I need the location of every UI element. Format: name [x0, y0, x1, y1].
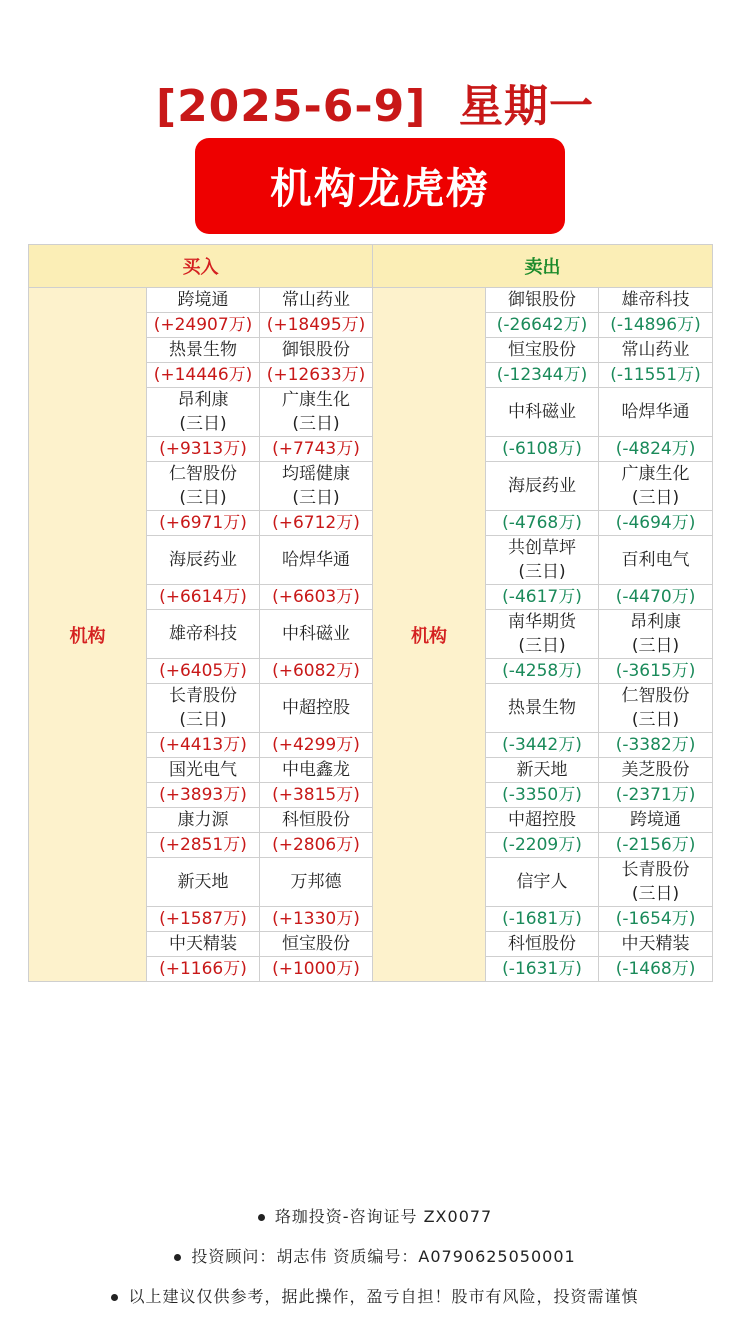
- stock-amount: (+6603万): [272, 587, 360, 607]
- footer-text-2: 投资顾问：胡志伟 资质编号：A0790625050001: [191, 1247, 576, 1266]
- stock-name: 中科磁业: [508, 402, 577, 422]
- stock-name-cell: [599, 288, 713, 313]
- stock-period-note: (三日): [179, 414, 227, 434]
- stock-amount: (+14446万): [153, 365, 253, 385]
- stock-name: 中科磁业: [282, 624, 350, 644]
- stock-amount-cell: [486, 437, 599, 462]
- stock-name-cell: [486, 758, 599, 783]
- stock-amount: (-4470万): [615, 587, 696, 607]
- stock-name-cell: [486, 338, 599, 363]
- stock-amount-cell: [599, 783, 713, 808]
- stock-name: 跨境通: [630, 810, 682, 830]
- stock-amount-cell: [486, 733, 599, 758]
- stock-name: 哈焊华通: [282, 550, 350, 570]
- stock-name: 雄帝科技: [169, 624, 237, 644]
- stock-amount-cell: [260, 833, 373, 858]
- stock-name-cell: [147, 338, 260, 363]
- stock-amount: (-4768万): [502, 513, 582, 533]
- stock-name-cell: [486, 536, 599, 585]
- stock-name-cell: [599, 388, 713, 437]
- title-date: [2025-6-9]: [155, 81, 427, 132]
- stock-amount-cell: [486, 585, 599, 610]
- stock-amount-cell: [147, 363, 260, 388]
- stock-name: 常山药业: [621, 340, 690, 360]
- stock-amount: (+1330万): [272, 909, 360, 929]
- stock-name-cell: [486, 808, 599, 833]
- stock-name-cell: [599, 808, 713, 833]
- stock-amount: (-3350万): [502, 785, 582, 805]
- footer-line-2: [0, 1244, 750, 1267]
- stock-name: 国光电气: [169, 760, 237, 780]
- stock-name-cell: [147, 758, 260, 783]
- banner: [195, 138, 565, 234]
- stock-amount: (+12633万): [266, 365, 366, 385]
- stock-amount: (-1681万): [502, 909, 582, 929]
- title-weekday: 星期一: [459, 81, 595, 132]
- stock-amount-cell: [260, 733, 373, 758]
- stock-name-cell: [260, 536, 373, 585]
- stock-amount-cell: [147, 833, 260, 858]
- stock-name: 康力源: [177, 810, 229, 830]
- stock-period-note: (三日): [292, 414, 340, 434]
- stock-name: 科恒股份: [282, 810, 350, 830]
- stock-name: 科恒股份: [508, 934, 577, 954]
- stock-name: 中超控股: [282, 698, 350, 718]
- stock-name: 仁智股份: [621, 686, 690, 706]
- stock-amount: (-2209万): [502, 835, 582, 855]
- stock-amount-cell: [260, 659, 373, 684]
- stock-name-cell: [260, 462, 373, 511]
- stock-amount-cell: [486, 313, 599, 338]
- stock-period-note: (三日): [631, 710, 680, 730]
- stock-name-cell: [147, 288, 260, 313]
- stock-name: 跨境通: [177, 290, 229, 310]
- stock-period-note: (三日): [179, 710, 227, 730]
- stock-period-note: (三日): [518, 636, 566, 656]
- stock-amount-cell: [147, 907, 260, 932]
- sell-institution-label: 机构: [373, 288, 486, 982]
- stock-amount: (+6971万): [159, 513, 247, 533]
- stock-amount: (-1631万): [502, 959, 582, 979]
- buy-institution-label: 机构: [29, 288, 147, 982]
- stock-amount: (-11551万): [610, 365, 701, 385]
- stock-amount-cell: [599, 957, 713, 982]
- stock-amount: (+6712万): [272, 513, 360, 533]
- stock-amount-cell: [260, 957, 373, 982]
- stock-name: 中天精装: [621, 934, 690, 954]
- stock-name: 常山药业: [282, 290, 350, 310]
- footer-text-3: 以上建议仅供参考，据此操作，盈亏自担！股市有风险，投资需谨慎: [128, 1287, 639, 1306]
- stock-period-note: (三日): [631, 488, 680, 508]
- footer-line-1: [0, 1204, 750, 1227]
- stock-amount-cell: [599, 733, 713, 758]
- dragon-tiger-table: [28, 244, 713, 982]
- stock-amount: (+3893万): [159, 785, 247, 805]
- stock-name-cell: [260, 388, 373, 437]
- stock-name: 御银股份: [508, 290, 577, 310]
- stock-amount-cell: [486, 783, 599, 808]
- stock-name-cell: [147, 388, 260, 437]
- stock-name: 长青股份: [621, 860, 690, 880]
- stock-amount: (+9313万): [159, 439, 247, 459]
- stock-amount-cell: [599, 659, 713, 684]
- stock-name-cell: [260, 932, 373, 957]
- stock-name-cell: [147, 932, 260, 957]
- stock-name: 美芝股份: [621, 760, 690, 780]
- stock-name: 信宇人: [516, 872, 568, 892]
- stock-name: 海辰药业: [508, 476, 577, 496]
- stock-name: 昂利康: [177, 390, 229, 410]
- stock-amount: (-14896万): [610, 315, 701, 335]
- stock-amount: (-4617万): [502, 587, 582, 607]
- stock-amount: (+2806万): [272, 835, 360, 855]
- stock-name: 南华期货: [508, 612, 577, 632]
- stock-name-cell: [260, 808, 373, 833]
- stock-name: 仁智股份: [169, 464, 237, 484]
- stock-amount-cell: [599, 585, 713, 610]
- stock-amount-cell: [599, 363, 713, 388]
- stock-name-cell: [486, 858, 599, 907]
- stock-amount-cell: [599, 833, 713, 858]
- stock-period-note: (三日): [292, 488, 340, 508]
- stock-amount: (+1000万): [272, 959, 360, 979]
- stock-amount-cell: [147, 733, 260, 758]
- stock-name-cell: [260, 610, 373, 659]
- stock-amount-cell: [147, 783, 260, 808]
- stock-amount: (+18495万): [266, 315, 366, 335]
- stock-amount: (-3382万): [615, 735, 696, 755]
- stock-amount-cell: [260, 907, 373, 932]
- stock-amount-cell: [147, 511, 260, 536]
- stock-name-cell: [599, 858, 713, 907]
- stock-period-note: (三日): [518, 562, 566, 582]
- stock-amount-cell: [486, 957, 599, 982]
- stock-amount: (-12344万): [496, 365, 588, 385]
- stock-name-cell: [599, 536, 713, 585]
- stock-amount-cell: [260, 511, 373, 536]
- stock-name-cell: [486, 462, 599, 511]
- stock-amount-cell: [147, 313, 260, 338]
- stock-name-cell: [260, 858, 373, 907]
- stock-name-cell: [486, 684, 599, 733]
- stock-name-cell: [147, 858, 260, 907]
- stock-amount-cell: [486, 907, 599, 932]
- buy-header: 买入: [29, 245, 373, 288]
- stock-name-cell: [147, 610, 260, 659]
- stock-amount: (+4413万): [159, 735, 247, 755]
- stock-name-cell: [147, 536, 260, 585]
- stock-amount-cell: [260, 437, 373, 462]
- stock-amount-cell: [486, 511, 599, 536]
- stock-name-cell: [486, 610, 599, 659]
- stock-amount: (-4694万): [615, 513, 696, 533]
- stock-amount-cell: [147, 659, 260, 684]
- stock-name-cell: [599, 610, 713, 659]
- stock-name-cell: [599, 462, 713, 511]
- stock-amount: (+6614万): [159, 587, 247, 607]
- stock-name-cell: [260, 684, 373, 733]
- stock-name-cell: [147, 462, 260, 511]
- stock-name: 中天精装: [169, 934, 237, 954]
- stock-name: 昂利康: [630, 612, 682, 632]
- stock-name-cell: [599, 338, 713, 363]
- stock-name: 共创草坪: [508, 538, 577, 558]
- stock-amount-cell: [260, 783, 373, 808]
- stock-amount-cell: [599, 511, 713, 536]
- stock-amount: (-4258万): [502, 661, 582, 681]
- stock-amount: (+24907万): [153, 315, 253, 335]
- stock-name-cell: [260, 758, 373, 783]
- stock-amount: (+6405万): [159, 661, 247, 681]
- stock-amount: (-3442万): [502, 735, 582, 755]
- stock-name: 新天地: [177, 872, 229, 892]
- stock-name: 新天地: [516, 760, 568, 780]
- stock-name-cell: [260, 288, 373, 313]
- stock-amount: (-26642万): [496, 315, 588, 335]
- stock-name: 热景生物: [169, 340, 237, 360]
- stock-amount-cell: [486, 659, 599, 684]
- stock-amount: (+1166万): [159, 959, 247, 979]
- stock-period-note: (三日): [631, 884, 680, 904]
- table-body: [29, 288, 713, 982]
- stock-amount-cell: [260, 363, 373, 388]
- stock-amount: (+6082万): [272, 661, 360, 681]
- stock-name-cell: [599, 684, 713, 733]
- stock-name: 广康生化: [282, 390, 350, 410]
- table-header-row: [29, 245, 713, 288]
- stock-name: 海辰药业: [169, 550, 237, 570]
- banner-text: 机构龙虎榜: [269, 164, 490, 213]
- stock-name-cell: [147, 684, 260, 733]
- stock-amount-cell: [486, 363, 599, 388]
- stock-amount-cell: [260, 313, 373, 338]
- bullet-icon: [258, 1214, 265, 1221]
- stock-amount: (+7743万): [272, 439, 360, 459]
- stock-name: 哈焊华通: [621, 402, 690, 422]
- stock-amount: (-1468万): [615, 959, 696, 979]
- stock-name: 均瑶健康: [282, 464, 350, 484]
- stock-name-cell: [599, 758, 713, 783]
- stock-period-note: (三日): [179, 488, 227, 508]
- sell-header: 卖出: [373, 245, 713, 288]
- stock-name-cell: [599, 932, 713, 957]
- stock-amount: (+4299万): [272, 735, 360, 755]
- bullet-icon: [111, 1294, 118, 1301]
- stock-name: 雄帝科技: [621, 290, 690, 310]
- stock-amount: (+2851万): [159, 835, 247, 855]
- stock-name: 热景生物: [508, 698, 577, 718]
- stock-amount: (-2156万): [615, 835, 696, 855]
- stock-amount: (-1654万): [615, 909, 696, 929]
- stock-name: 恒宝股份: [508, 340, 577, 360]
- stock-name: 百利电气: [621, 550, 690, 570]
- stock-name: 御银股份: [282, 340, 350, 360]
- stock-amount: (-4824万): [615, 439, 696, 459]
- stock-name: 长青股份: [169, 686, 237, 706]
- stock-name: 中超控股: [508, 810, 577, 830]
- stock-name-cell: [260, 338, 373, 363]
- stock-amount: (+1587万): [159, 909, 247, 929]
- stock-name-cell: [486, 288, 599, 313]
- stock-amount: (+3815万): [272, 785, 360, 805]
- stock-name: 中电鑫龙: [282, 760, 350, 780]
- stock-amount-cell: [599, 313, 713, 338]
- stock-period-note: (三日): [631, 636, 680, 656]
- stock-amount-cell: [147, 437, 260, 462]
- stock-name: 恒宝股份: [282, 934, 350, 954]
- stock-amount-cell: [260, 585, 373, 610]
- stock-name-cell: [486, 932, 599, 957]
- table-row-names: [29, 288, 713, 313]
- bullet-icon: [174, 1254, 181, 1261]
- footer-line-3: [0, 1284, 750, 1307]
- stock-amount-cell: [147, 957, 260, 982]
- stock-amount-cell: [599, 907, 713, 932]
- stock-name-cell: [147, 808, 260, 833]
- stock-name: 万邦德: [290, 872, 342, 892]
- stock-amount: (-3615万): [615, 661, 696, 681]
- stock-amount-cell: [599, 437, 713, 462]
- stock-amount-cell: [147, 585, 260, 610]
- stock-name-cell: [486, 388, 599, 437]
- stock-amount: (-2371万): [615, 785, 696, 805]
- stock-amount-cell: [486, 833, 599, 858]
- stock-amount: (-6108万): [502, 439, 582, 459]
- page-title: [0, 70, 750, 134]
- footer-text-1: 珞珈投资-咨询证号 ZX0077: [274, 1207, 493, 1226]
- stock-name: 广康生化: [621, 464, 690, 484]
